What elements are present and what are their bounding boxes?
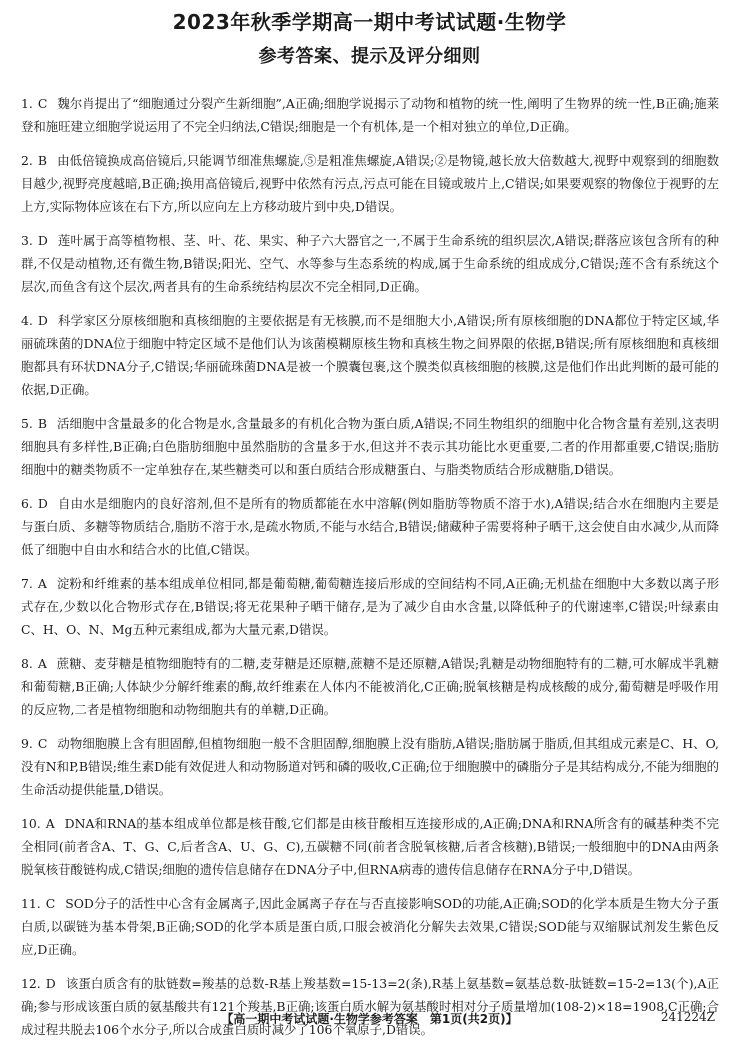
answer-letter: C (45, 896, 56, 911)
answer-item (21, 492, 719, 561)
answer-explanation: 该蛋白质含有的肽链数=羧基的总数-R基上羧基数=15-13=2(条),R基上氨基数=氨基总数-肽链数=15-2=13(个),A正确;参与形成该蛋白质的氨基酸共有121个羧基,B正确;该蛋白质水解为氨基酸时相对分子质量增加(108-2)×18=1908,C正确;合成过程共脱去106个水分子,所以合成蛋白质时减少了106个氧原子,D错误。 (21, 976, 719, 1037)
answer-item (21, 412, 719, 481)
answer-item (21, 92, 719, 138)
question-number: 1. (21, 96, 33, 111)
question-number: 3. (21, 233, 33, 248)
page-subtitle: 参考答案、提示及评分细则 (258, 46, 481, 67)
answer-letter: A (37, 656, 47, 671)
answer-explanation: 魏尔肖提出了“细胞通过分裂产生新细胞”,A正确;细胞学说揭示了动物和植物的统一性,阐明了生物界的统一性,B正确;施莱登和施旺建立细胞学说运用了不完全归纳法,C错误;细胞是一个有机体,是一个相对独立的单位,D正确。 (21, 96, 719, 134)
footer-page-info: 【高一期中考试试题·生物学参考答案 第1页(共2页)】 (221, 1012, 518, 1026)
answer-letter: D (37, 233, 48, 248)
answer-explanation: 活细胞中含量最多的化合物是水,含量最多的有机化合物为蛋白质,A错误;不同生物组织的细胞中化合物含量有差别,这表明细胞具有多样性,B正确;白色脂肪细胞中虽然脂肪的含量多于水,但这并不表示其功能比水更重要,二者的作用都重要,C错误;脂肪细胞中的糖类物质不一定单独存在,某些糖类可以和蛋白质结合形成糖蛋白、与脂类物质结合形成糖脂,D错误。 (21, 416, 719, 477)
question-number: 9. (21, 736, 33, 751)
answer-explanation: 蔗糖、麦芽糖是植物细胞特有的二糖,麦芽糖是还原糖,蔗糖不是还原糖,A错误;乳糖是动物细胞特有的二糖,可水解成半乳糖和葡萄糖,B正确;人体缺少分解纤维素的酶,故纤维素在人体内不能被消化,C正确;脱氧核糖是构成核酸的成分,葡萄糖是呼吸作用的反应物,二者是植物细胞和动物细胞共有的单糖,D正确。 (21, 656, 719, 717)
answer-item (21, 652, 719, 721)
answer-item (21, 149, 719, 218)
question-number: 5. (21, 416, 33, 431)
answer-item (21, 309, 719, 401)
question-number: 4. (21, 313, 33, 328)
answer-letter: C (37, 96, 48, 111)
question-number: 12. (21, 976, 41, 991)
footer-code: 241224Z (660, 1010, 715, 1024)
answer-letter: A (45, 816, 55, 831)
question-number: 11. (21, 896, 41, 911)
page-title: 2023年秋季学期高一期中考试试题·生物学 (172, 10, 567, 34)
question-number: 8. (21, 656, 33, 671)
answer-explanation: 淀粉和纤维素的基本组成单位相同,都是葡萄糖,葡萄糖连接后形成的空间结构不同,A正确;无机盐在细胞中大多数以离子形式存在,少数以化合物形式存在,B错误;将无花果种子晒干储存,是为了减少自由水含量,以降低种子的代谢速率,C错误;叶绿素由C、H、O、N、Mg五种元素组成,都为大量元素,D错误。 (21, 576, 719, 637)
answer-explanation: DNA和RNA的基本组成单位都是核苷酸,它们都是由核苷酸相互连接形成的,A正确;DNA和RNA所含有的碱基种类不完全相同(前者含A、T、G、C,后者含A、U、G、C),五碳糖不同(前者含脱氧核糖,后者含核糖),B错误;一般细胞中的DNA由两条脱氧核苷酸链构成,C错误;细胞的遗传信息储存在DNA分子中,但RNA病毒的遗传信息储存在RNA分子中,D错误。 (21, 816, 719, 877)
answer-explanation: 自由水是细胞内的良好溶剂,但不是所有的物质都能在水中溶解(例如脂肪等物质不溶于水),A错误;结合水在细胞内主要是与蛋白质、多糖等物质结合,脂肪不溶于水,是疏水物质,不能与水结合,B错误;储藏种子需要将种子晒干,这会使自由水减少,从而降低了细胞中自由水和结合水的比值,C错误。 (21, 496, 719, 557)
question-number: 10. (21, 816, 41, 831)
question-number: 7. (21, 576, 33, 591)
answer-item (21, 972, 719, 1041)
answer-letter: A (37, 576, 47, 591)
answer-letter: B (37, 416, 47, 431)
answer-explanation: 莲叶属于高等植物根、茎、叶、花、果实、种子六大器官之一,不属于生命系统的组织层次,A错误;群落应该包含所有的种群,不仅是动植物,还有微生物,B错误;阳光、空气、水等参与生态系统的构成,属于生命系统的组成成分,C错误;莲不含有系统这个层次,而鱼含有这个层次,两者具有的生命系统结构层次不完全相同,D正确。 (21, 233, 719, 294)
question-number: 6. (21, 496, 33, 511)
answer-list (21, 92, 719, 1052)
answer-letter: D (45, 976, 56, 991)
answer-letter: D (37, 496, 48, 511)
answer-item (21, 572, 719, 641)
answer-explanation: 动物细胞膜上含有胆固醇,但植物细胞一般不含胆固醇,细胞膜上没有脂肪,A错误;脂肪属于脂质,但其组成元素是C、H、O,没有N和P,B错误;维生素D能有效促进人和动物肠道对钙和磷的吸收,C正确;位于细胞膜中的磷脂分子是其结构成分,不能为细胞的生命活动提供能量,D错误。 (21, 736, 719, 797)
answer-explanation: 由低倍镜换成高倍镜后,只能调节细准焦螺旋,⑤是粗准焦螺旋,A错误;②是物镜,越长放大倍数越大,视野中观察到的细胞数目越少,视野亮度越暗,B正确;换用高倍镜后,视野中依然有污点,污点可能在目镜或玻片上,C错误;如果要观察的物像位于视野的左上方,实际物体应该在右下方,所以应向左上方移动玻片到中央,D错误。 (21, 153, 719, 214)
answer-item (21, 229, 719, 298)
answer-item (21, 732, 719, 801)
answer-explanation: SOD分子的活性中心含有金属离子,因此金属离子存在与否直接影响SOD的功能,A正确;SOD的化学本质是生物大分子蛋白质,以碳链为基本骨架,B正确;SOD的化学本质是蛋白质,口服会被消化分解失去效果,C错误;SOD能与双缩脲试剂发生紫色反应,D正确。 (21, 896, 719, 957)
answer-letter: D (37, 313, 48, 328)
question-number: 2. (21, 153, 33, 168)
answer-letter: B (37, 153, 47, 168)
answer-item (21, 892, 719, 961)
answer-explanation: 科学家区分原核细胞和真核细胞的主要依据是有无核膜,而不是细胞大小,A错误;所有原核细胞的DNA都位于特定区域,华丽硫珠菌的DNA位于细胞中特定区域不是他们认为该菌模糊原核生物和真核生物之间界限的依据,B错误;所有原核细胞和真核细胞都具有环状DNA分子,C错误;华丽硫珠菌DNA是被一个膜囊包裹,这个膜类似真核细胞的核膜,这是他们作出此判断的最可能的依据,D正确。 (21, 313, 719, 397)
answer-letter: C (37, 736, 48, 751)
answer-item (21, 812, 719, 881)
